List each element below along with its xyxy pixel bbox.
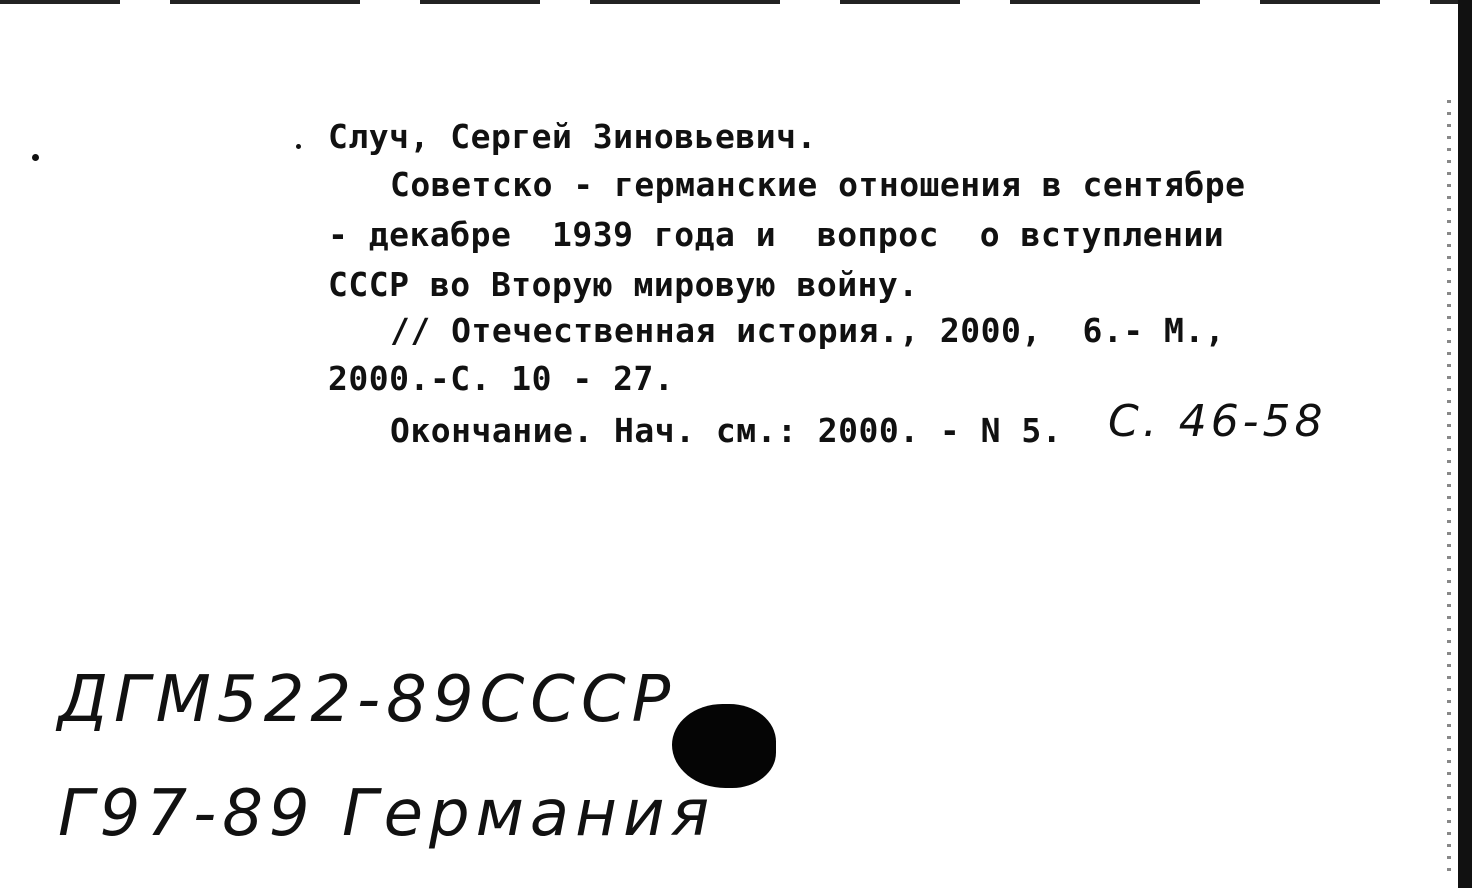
card-source-line-2: 2000.-С. 10 - 27. xyxy=(328,359,675,398)
card-title-line-2: - декабре 1939 года и вопрос о вступлении xyxy=(328,215,1225,254)
card-author: Случ, Сергей Зиновьевич. xyxy=(328,117,817,156)
scan-speck xyxy=(32,154,39,161)
handwritten-pages: С. 46-58 xyxy=(1108,396,1327,447)
ink-blot xyxy=(672,704,776,788)
handwritten-classification-1: ДГМ522-89СССР xyxy=(58,663,677,737)
scan-top-edge xyxy=(0,0,1472,4)
scan-noise xyxy=(1447,100,1451,880)
scan-right-edge xyxy=(1458,0,1472,888)
handwritten-classification-2: Г97-89 Германия xyxy=(58,777,716,851)
scan-speck xyxy=(296,144,301,149)
card-title-line-3: СССР во Вторую мировую войну. xyxy=(328,265,919,304)
card-title-line-1: Советско - германские отношения в сентябре xyxy=(390,165,1246,204)
card-source-line-1: // Отечественная история., 2000, 6.- М., xyxy=(390,311,1226,350)
card-note: Окончание. Нач. см.: 2000. - N 5. xyxy=(390,411,1063,450)
